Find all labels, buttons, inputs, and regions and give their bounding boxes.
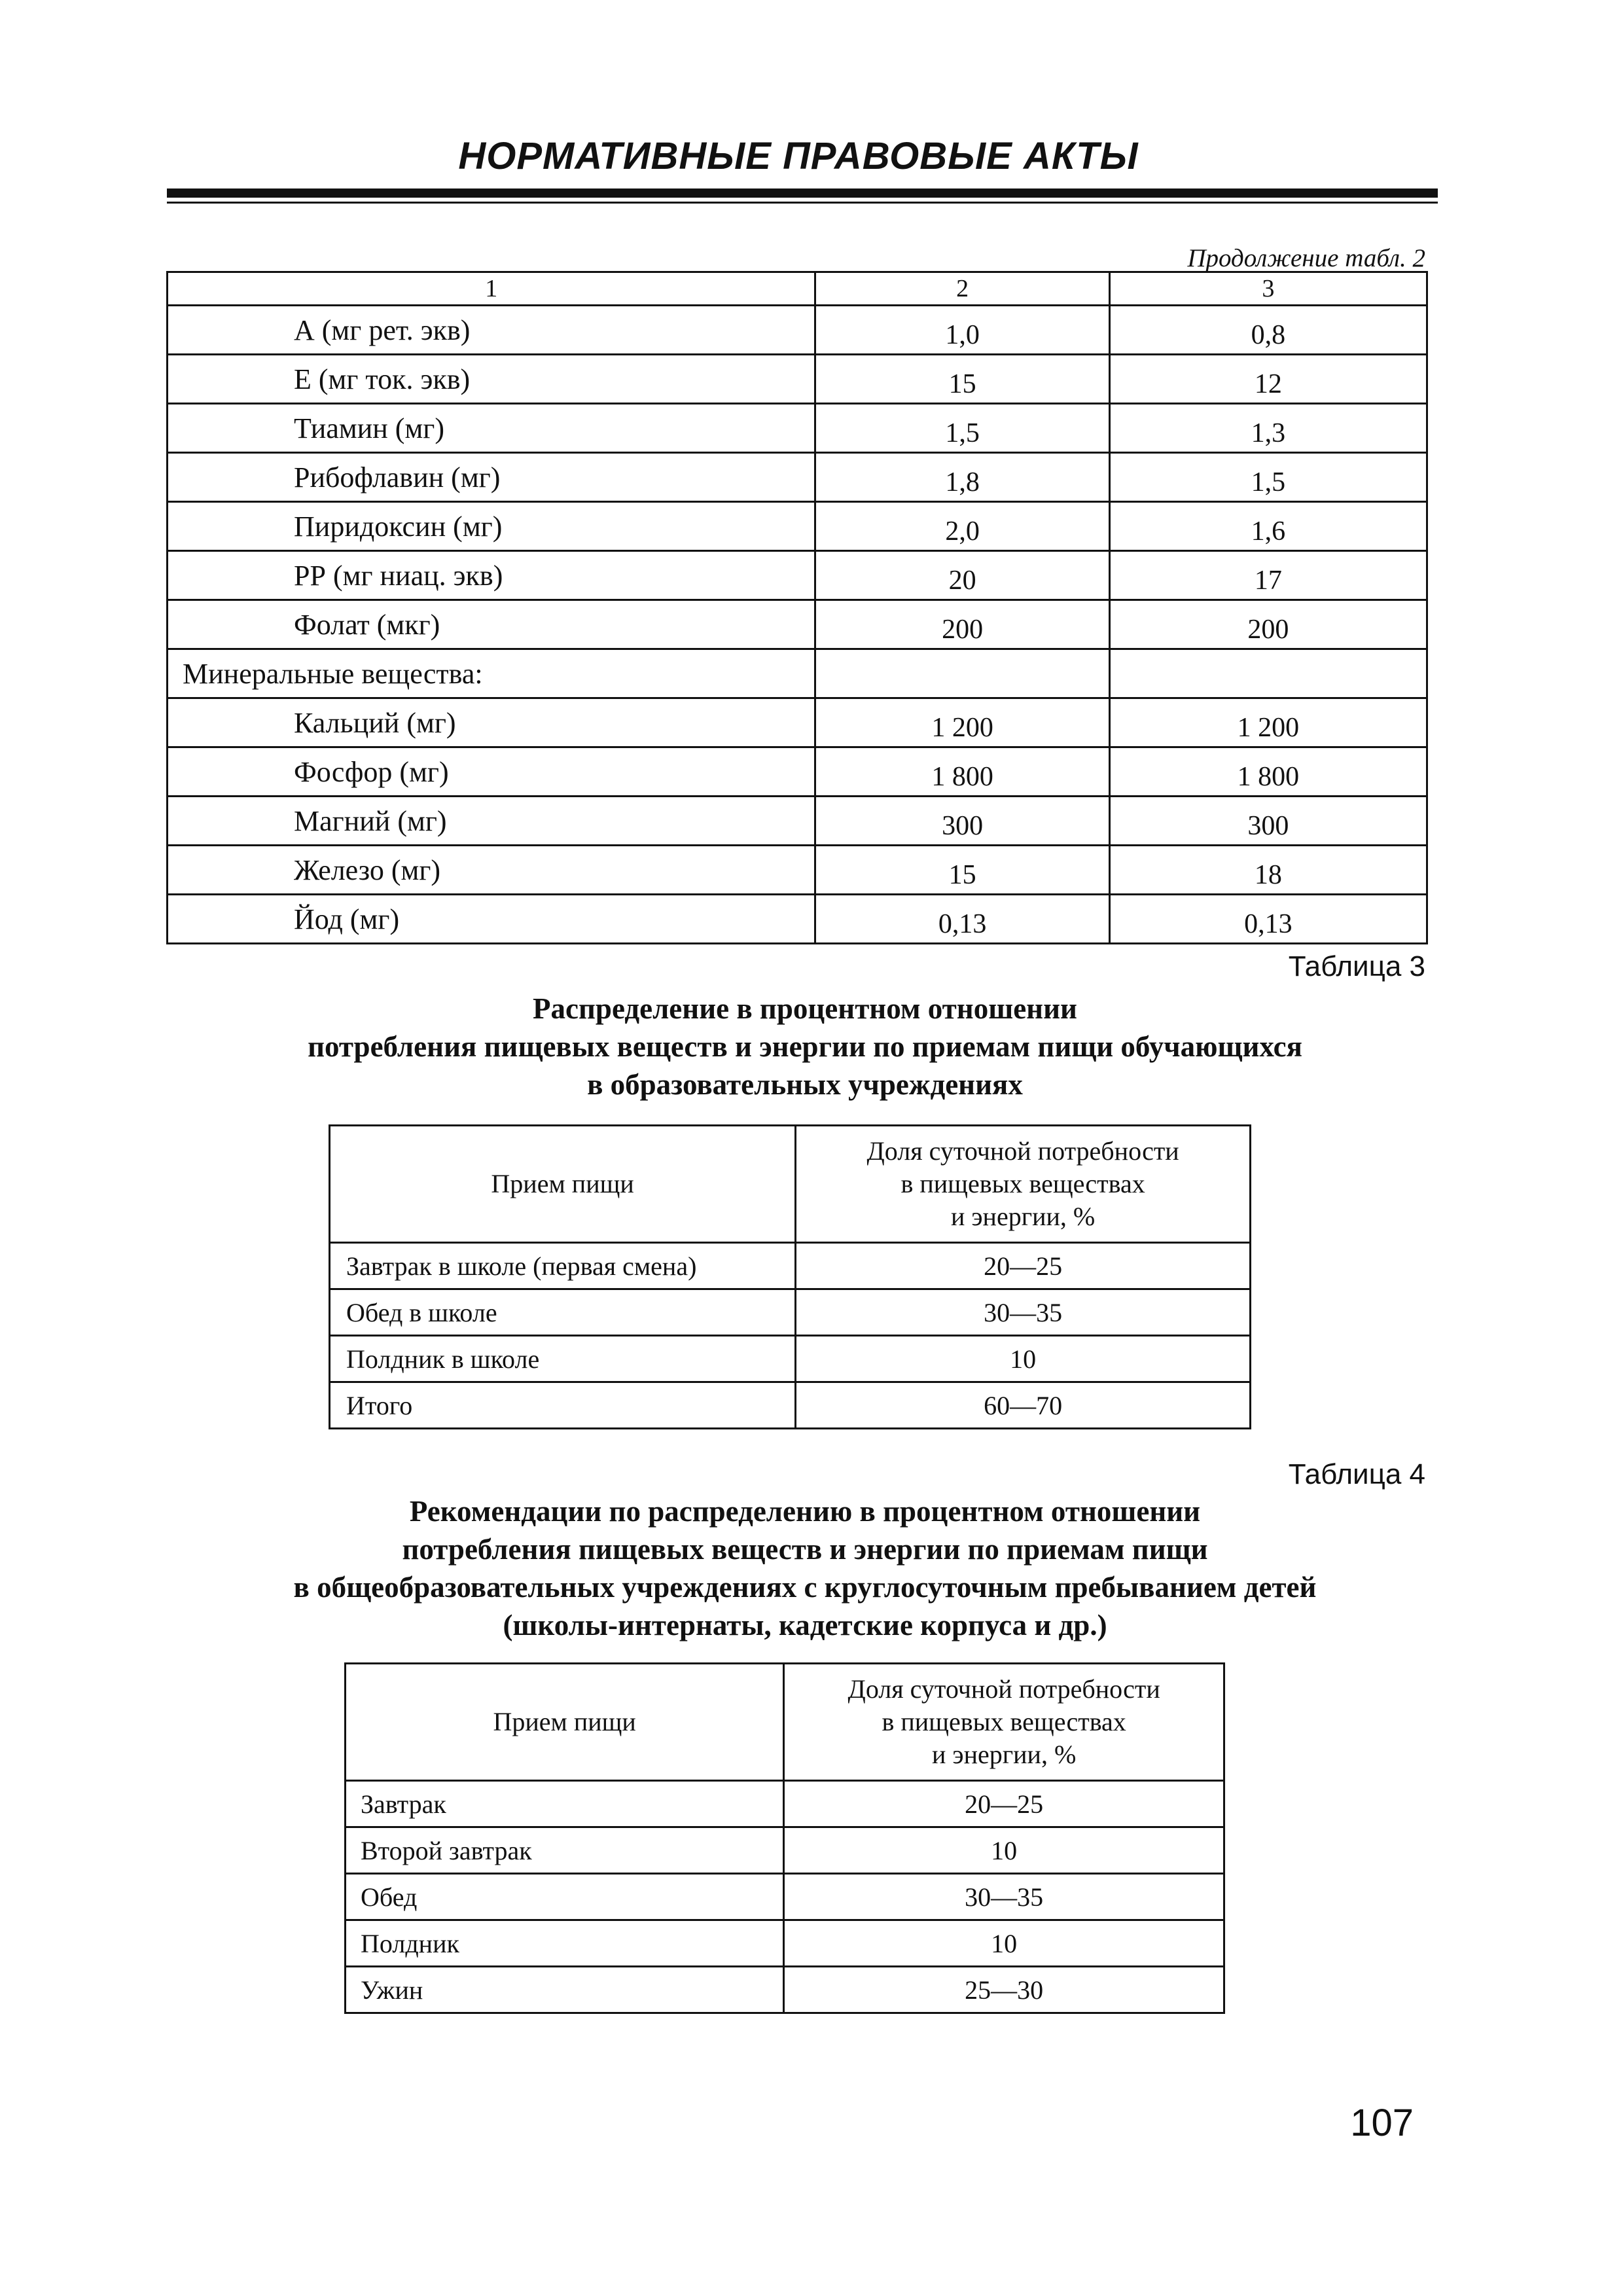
meal-name: Полдник <box>346 1920 784 1967</box>
table-row <box>346 1967 1224 2013</box>
header-rule-thick <box>167 188 1438 198</box>
table-row <box>168 895 1427 944</box>
value-col3: 300 <box>1109 797 1427 846</box>
nutrient-name: Пиридоксин (мг) <box>168 502 815 551</box>
meal-share: 25—30 <box>784 1967 1224 2013</box>
table-row <box>330 1243 1251 1289</box>
nutrient-name: Рибофлавин (мг) <box>168 453 815 502</box>
meal-name: Завтрак <box>346 1781 784 1827</box>
value-col2: 1,5 <box>815 404 1109 453</box>
table-row <box>168 551 1427 600</box>
page-number: 107 <box>1350 2102 1414 2144</box>
table-row <box>168 797 1427 846</box>
meal-column-header: Прием пищи <box>346 1664 784 1781</box>
table-row <box>168 502 1427 551</box>
value-col3: 1 200 <box>1109 698 1427 747</box>
table2-continuation-label: Продолжение табл. 2 <box>1187 244 1425 272</box>
value-col3: 1,6 <box>1109 502 1427 551</box>
table3-title-line: в образовательных учреждениях <box>587 1068 1023 1101</box>
meal-name: Ужин <box>346 1967 784 2013</box>
value-col3: 1,5 <box>1109 453 1427 502</box>
nutrient-name: А (мг рет. экв) <box>168 306 815 355</box>
value-col2: 2,0 <box>815 502 1109 551</box>
share-header-line: и энергии, % <box>950 1202 1096 1231</box>
section-heading-minerals: Минеральные вещества: <box>168 649 815 698</box>
share-header-line: в пищевых веществах <box>882 1707 1126 1736</box>
meal-share: 30—35 <box>784 1874 1224 1920</box>
meal-name: Итого <box>330 1382 796 1429</box>
table-row <box>330 1382 1251 1429</box>
meal-column-header: Прием пищи <box>330 1126 796 1243</box>
table2-col-header: 2 <box>815 272 1109 306</box>
meal-name: Обед в школе <box>330 1289 796 1336</box>
table-row <box>330 1289 1251 1336</box>
share-header-line: Доля суточной потребности <box>847 1674 1160 1704</box>
table3-title-line: потребления пищевых веществ и энергии по приемам пищи обучающихся <box>308 1030 1302 1063</box>
value-col2: 200 <box>815 600 1109 649</box>
value-col2: 15 <box>815 355 1109 404</box>
table2-col-header: 1 <box>168 272 815 306</box>
table-row <box>346 1920 1224 1967</box>
table2-header-row <box>168 272 1427 306</box>
value-col2: 1 800 <box>815 747 1109 797</box>
meal-name: Второй завтрак <box>346 1827 784 1874</box>
running-header-title: НОРМАТИВНЫЕ ПРАВОВЫЕ АКТЫ <box>458 135 1139 177</box>
value-col3: 12 <box>1109 355 1427 404</box>
value-col3: 0,13 <box>1109 895 1427 944</box>
nutrient-name: Тиамин (мг) <box>168 404 815 453</box>
table4-title-line: потребления пищевых веществ и энергии по приемам пищи <box>402 1533 1208 1566</box>
value-col2: 300 <box>815 797 1109 846</box>
share-header-line: и энергии, % <box>932 1740 1077 1769</box>
nutrient-name: Йод (мг) <box>168 895 815 944</box>
table2-continued <box>166 271 1428 944</box>
value-col3: 17 <box>1109 551 1427 600</box>
table-row <box>168 404 1427 453</box>
meal-share: 30—35 <box>796 1289 1251 1336</box>
meal-share: 10 <box>784 1827 1224 1874</box>
table4-title-line: Рекомендации по распределению в процентном отношении <box>409 1495 1201 1528</box>
table4-label: Таблица 4 <box>1288 1458 1425 1490</box>
value-col2: 1 200 <box>815 698 1109 747</box>
table-row <box>168 698 1427 747</box>
table-row <box>168 453 1427 502</box>
nutrient-name: Е (мг ток. экв) <box>168 355 815 404</box>
value-col3: 18 <box>1109 846 1427 895</box>
value-col2: 1,0 <box>815 306 1109 355</box>
table-row <box>168 846 1427 895</box>
value-col3: 200 <box>1109 600 1427 649</box>
table3 <box>329 1124 1251 1429</box>
meal-name: Завтрак в школе (первая смена) <box>330 1243 796 1289</box>
share-column-header <box>784 1664 1224 1781</box>
meal-share: 20—25 <box>796 1243 1251 1289</box>
nutrient-name: Магний (мг) <box>168 797 815 846</box>
nutrient-name: Железо (мг) <box>168 846 815 895</box>
value-col3: 0,8 <box>1109 306 1427 355</box>
table-row <box>168 747 1427 797</box>
value-col3: 1 800 <box>1109 747 1427 797</box>
value-col2: 1,8 <box>815 453 1109 502</box>
table4 <box>344 1662 1225 2014</box>
table-row <box>168 355 1427 404</box>
table3-header-row <box>330 1126 1251 1243</box>
meal-share: 10 <box>784 1920 1224 1967</box>
value-col3: 1,3 <box>1109 404 1427 453</box>
meal-share: 20—25 <box>784 1781 1224 1827</box>
table3-title-line: Распределение в процентном отношении <box>533 992 1077 1025</box>
nutrient-name: Кальций (мг) <box>168 698 815 747</box>
meal-name: Полдник в школе <box>330 1336 796 1382</box>
table-row <box>168 600 1427 649</box>
value-col2: 0,13 <box>815 895 1109 944</box>
share-header-line: Доля суточной потребности <box>866 1136 1179 1166</box>
share-header-line: в пищевых веществах <box>901 1169 1145 1198</box>
table-row <box>168 306 1427 355</box>
table-row <box>346 1781 1224 1827</box>
table3-title <box>164 990 1446 1103</box>
value-col2 <box>815 649 1109 698</box>
nutrient-name: Фолат (мкг) <box>168 600 815 649</box>
table4-title-line: (школы-интернаты, кадетские корпуса и др.) <box>503 1609 1107 1641</box>
meal-share: 10 <box>796 1336 1251 1382</box>
table-row <box>346 1874 1224 1920</box>
nutrient-name: Фосфор (мг) <box>168 747 815 797</box>
value-col2: 15 <box>815 846 1109 895</box>
table-row <box>330 1336 1251 1382</box>
table3-label: Таблица 3 <box>1288 950 1425 982</box>
meal-share: 60—70 <box>796 1382 1251 1429</box>
table4-header-row <box>346 1664 1224 1781</box>
table4-title <box>164 1492 1446 1644</box>
table-row <box>168 649 1427 698</box>
meal-name: Обед <box>346 1874 784 1920</box>
header-rule-thin <box>167 202 1438 204</box>
table2-col-header: 3 <box>1109 272 1427 306</box>
nutrient-name: РР (мг ниац. экв) <box>168 551 815 600</box>
table-row <box>346 1827 1224 1874</box>
table4-title-line: в общеобразовательных учреждениях с круглосуточным пребыванием детей <box>293 1571 1317 1604</box>
share-column-header <box>796 1126 1251 1243</box>
value-col2: 20 <box>815 551 1109 600</box>
value-col3 <box>1109 649 1427 698</box>
